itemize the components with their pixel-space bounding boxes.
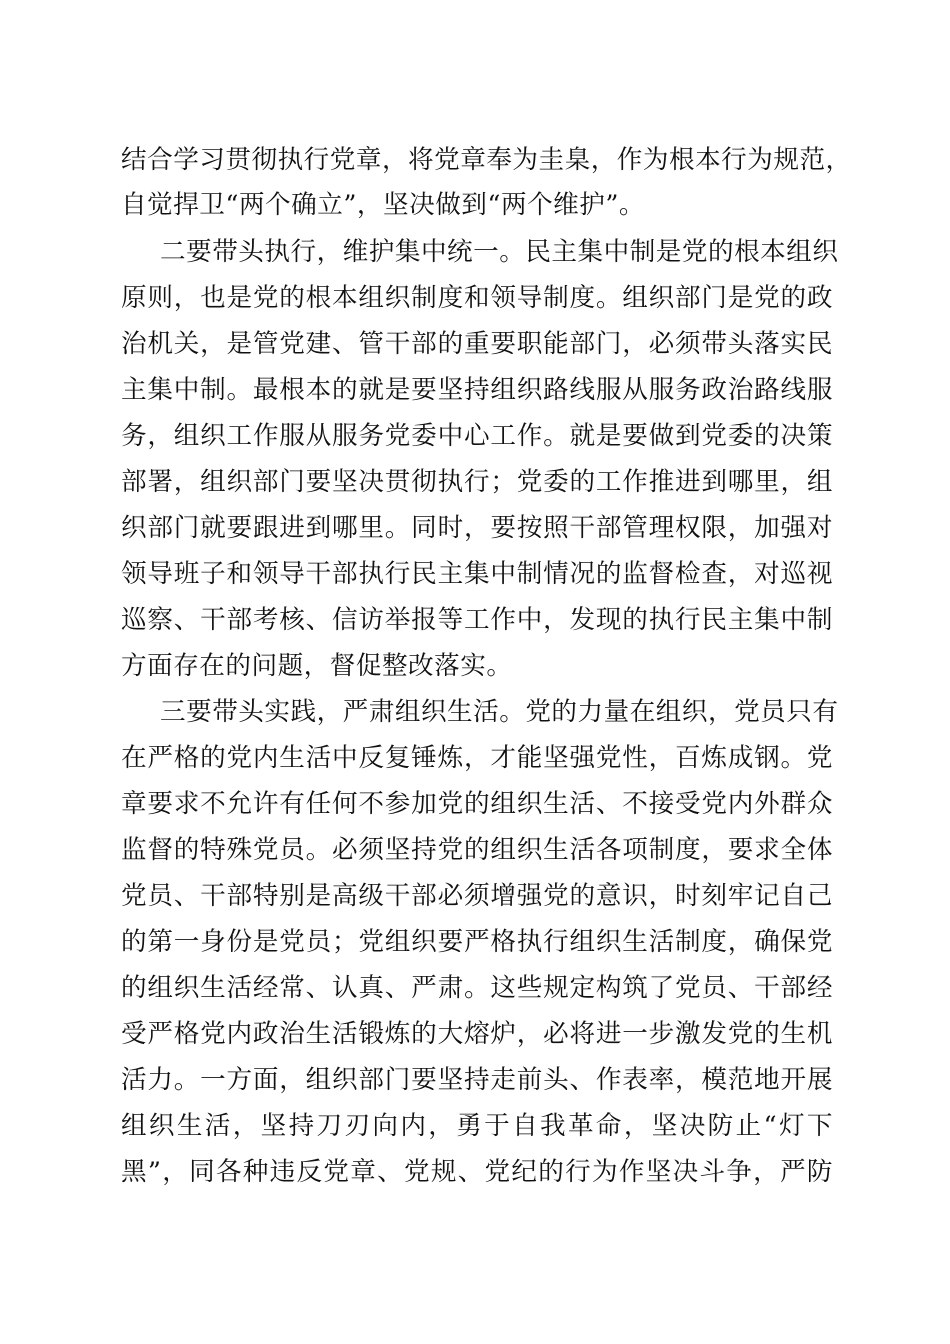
- text-line: 的组织生活经常、认真、严肃。这些规定构筑了党员、干部经: [121, 973, 833, 1003]
- text-line: 自觉捍卫“两个确立”，坚决做到“两个维护”。: [121, 190, 646, 220]
- text-line: 治机关，是管党建、管干部的重要职能部门，必须带头落实民: [121, 329, 833, 359]
- text-line: 监督的特殊党员。必须坚持党的组织生活各项制度，要求全体: [121, 835, 833, 865]
- text-line: 受严格党内政治生活锻炼的大熔炉，必将进一步激发党的生机: [121, 1019, 833, 1049]
- text-line: 务，组织工作服从服务党委中心工作。就是要做到党委的决策: [121, 421, 833, 451]
- paragraph-first-line: 三要带头实践，严肃组织生活。党的力量在组织，党员只有: [160, 697, 839, 727]
- text-line: 的第一身份是党员；党组织要严格执行组织生活制度，确保党: [121, 927, 833, 957]
- text-line: 原则，也是党的根本组织制度和领导制度。组织部门是党的政: [121, 283, 833, 313]
- text-line: 章要求不允许有任何不参加党的组织生活、不接受党内外群众: [121, 789, 833, 819]
- text-line: 组织生活，坚持刀刃向内，勇于自我革命，坚决防止“灯下: [121, 1111, 833, 1141]
- text-line: 结合学习贯彻执行党章，将党章奉为圭臬，作为根本行为规范，: [121, 145, 852, 175]
- paragraph-first-line: 二要带头执行，维护集中统一。民主集中制是党的根本组织: [160, 237, 839, 267]
- text-line: 黑”，同各种违反党章、党规、党纪的行为作坚决斗争，严防: [121, 1157, 833, 1187]
- text-line: 党员、干部特别是高级干部必须增强党的意识，时刻牢记自己: [121, 881, 833, 911]
- text-line: 织部门就要跟进到哪里。同时，要按照干部管理权限，加强对: [121, 513, 833, 543]
- text-line: 领导班子和领导干部执行民主集中制情况的监督检查，对巡视: [121, 559, 833, 589]
- text-line: 巡察、干部考核、信访举报等工作中，发现的执行民主集中制: [121, 605, 833, 635]
- text-line: 方面存在的问题，督促整改落实。: [121, 651, 513, 681]
- text-line: 在严格的党内生活中反复锤炼，才能坚强党性，百炼成钢。党: [121, 743, 833, 773]
- text-line: 主集中制。最根本的就是要坚持组织路线服从服务政治路线服: [121, 375, 833, 405]
- text-line: 部署，组织部门要坚决贯彻执行；党委的工作推进到哪里，组: [121, 467, 833, 497]
- text-line: 活力。一方面，组织部门要坚持走前头、作表率，模范地开展: [121, 1065, 833, 1095]
